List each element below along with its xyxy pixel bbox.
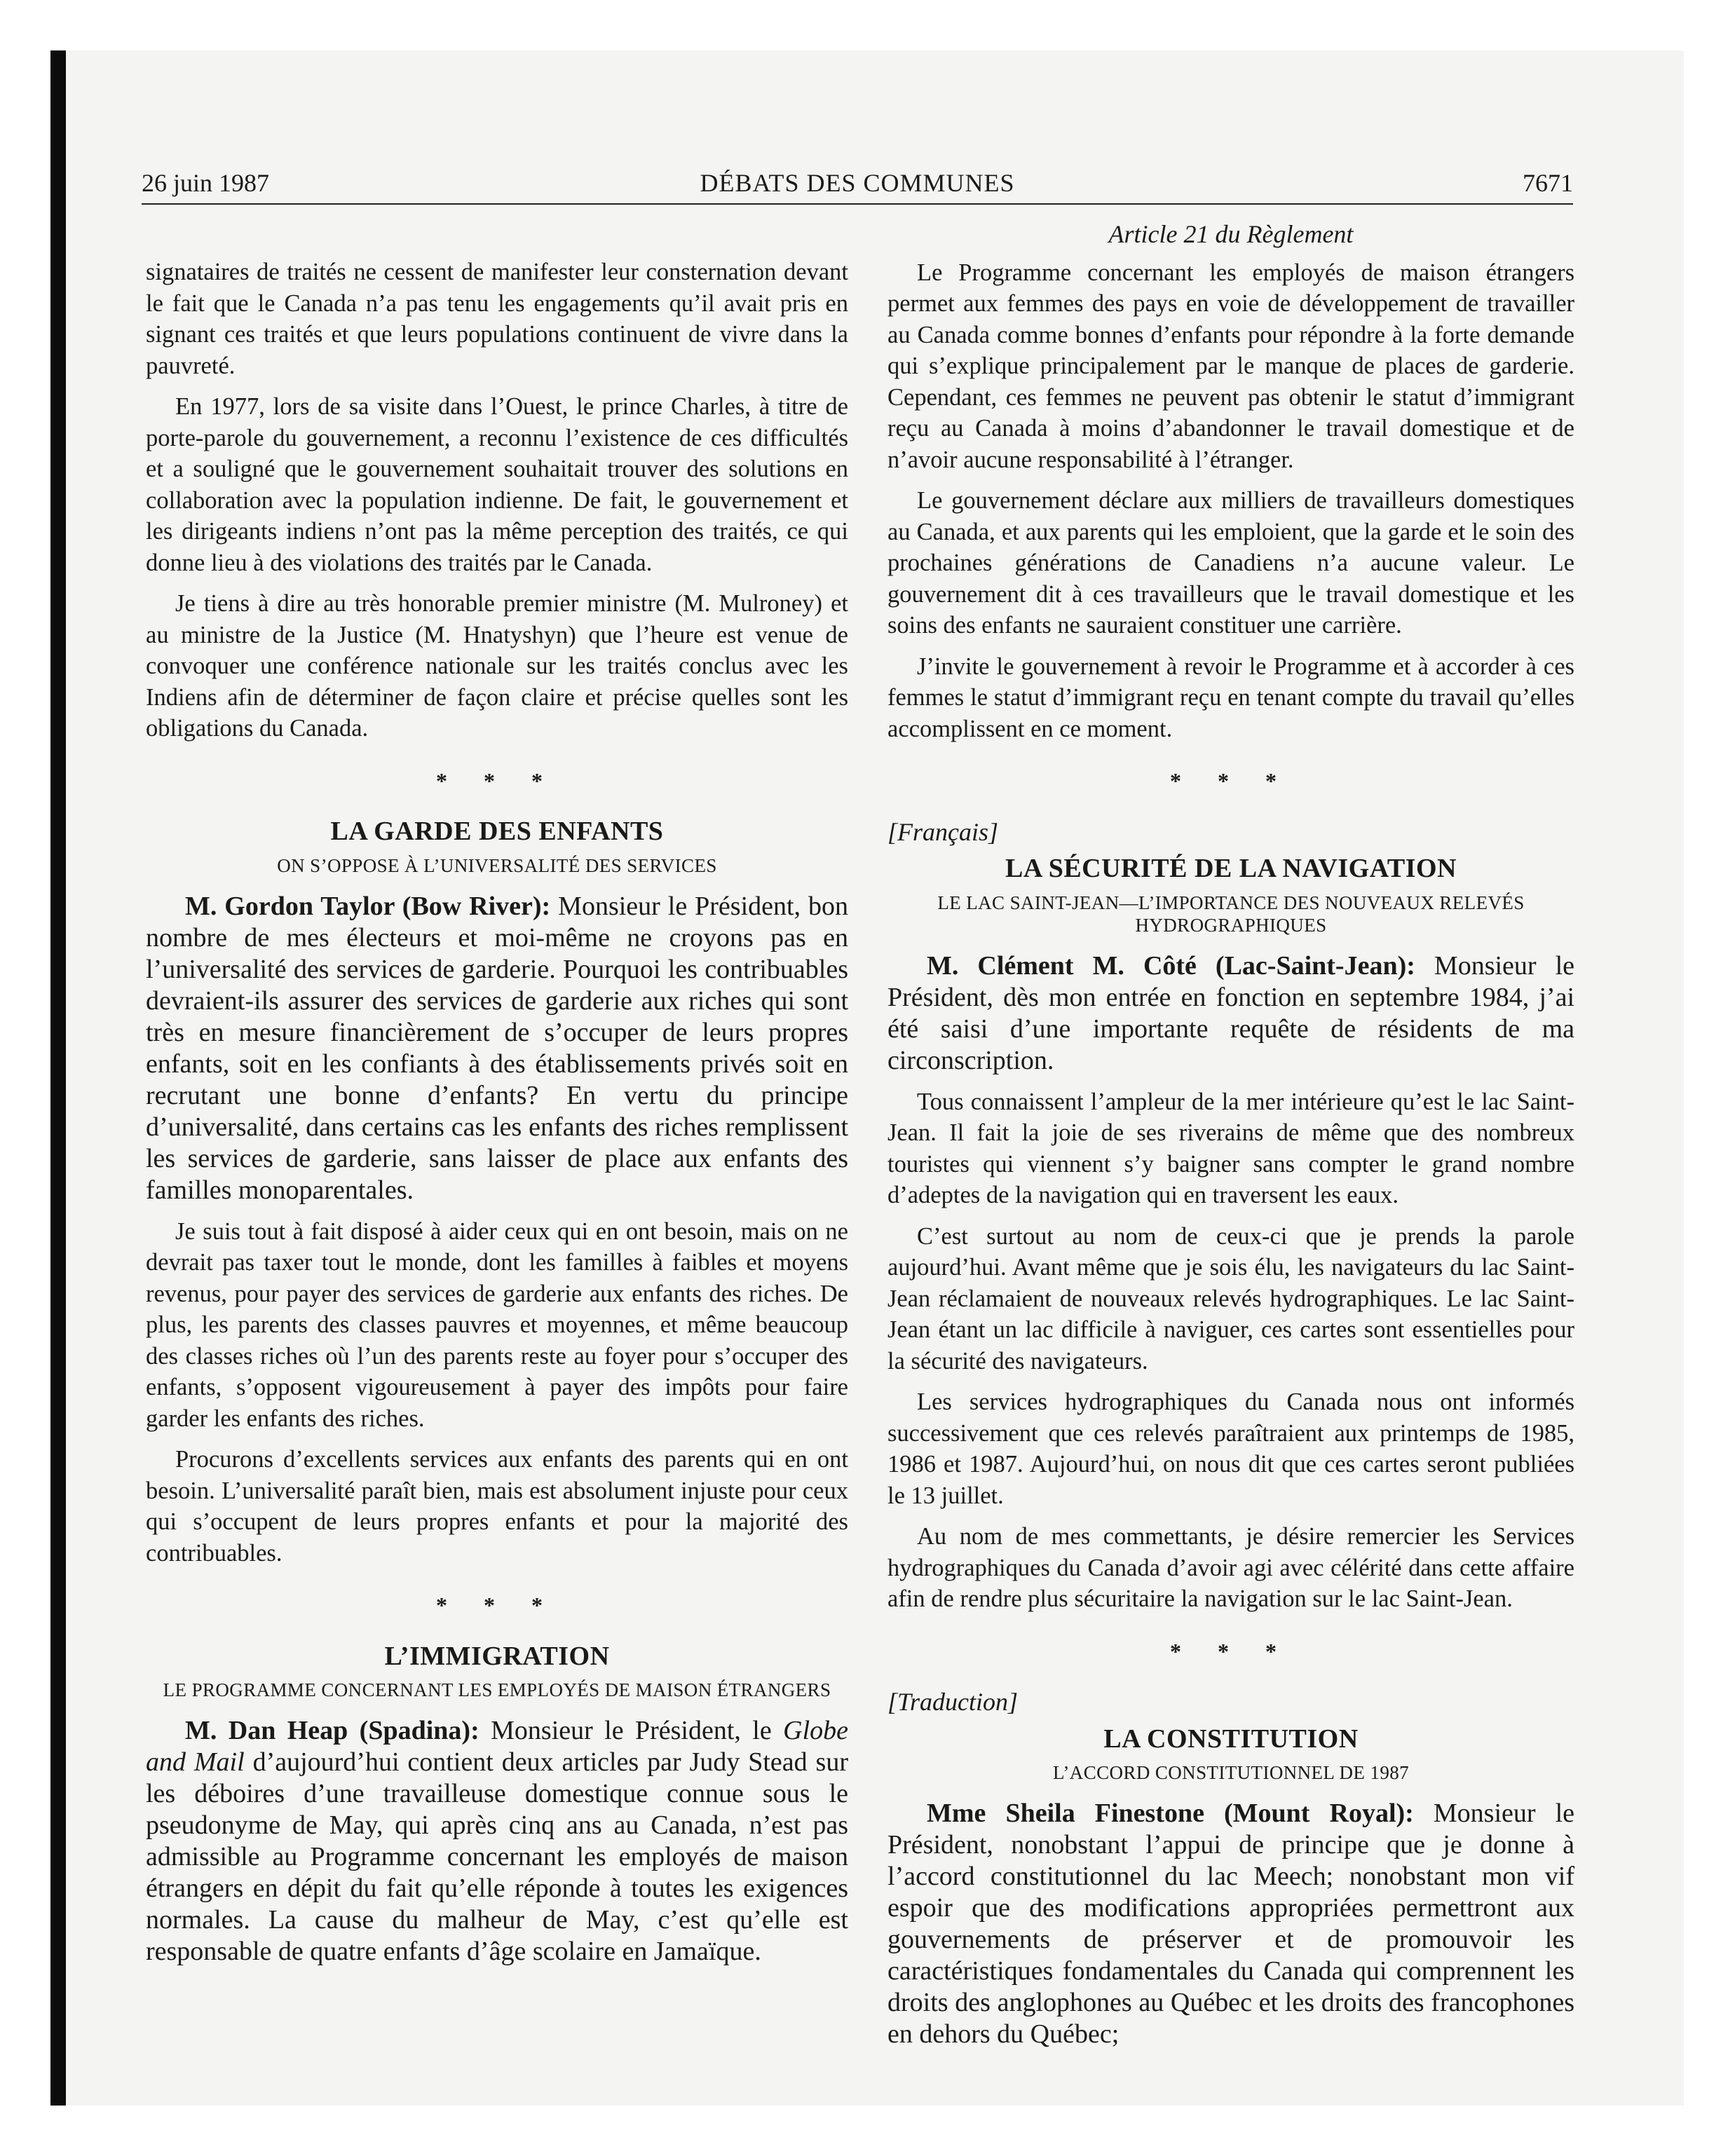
header-rule <box>142 203 1573 205</box>
scan-edge <box>50 50 66 2106</box>
speaker-cote: M. Clément M. Côté (Lac-Saint-Jean): <box>927 950 1415 981</box>
speech-heap-text-a: Monsieur le Président, le <box>491 1716 772 1745</box>
speech-finestone <box>887 1798 1574 2050</box>
speech-finestone-text: Monsieur le Président, nonobstant l’appui de principe que je donne à l’accord constitutionnel du lac Meech; nonobstant mon vif espoir que des modifications appropriées permettront aux gouvernements de préserver et de promouvoir les caractéristiques fondamentales du Canada qui comprennent les droits des anglophones au Québec et les droits des francophones en dehors du Québec; <box>887 1799 1575 2049</box>
speech-cote-text: Monsieur le Président, dès mon entrée en fonction en septembre 1984, j’ai été saisi d’une importante requête de résidents de ma circonscription. <box>887 950 1574 1075</box>
right-paragraph-3: J’invite le gouvernement à revoir le Programme et à accorder à ces femmes le statut d’immigrant reçu en tenant compte du travail qu’elles accomplissent en ce moment. <box>887 653 1574 742</box>
speech-heap <box>146 1715 848 1967</box>
speaker-taylor: M. Gordon Taylor (Bow River): <box>185 891 551 921</box>
speech-cote-paragraph-2: Tous connaissent l’ampleur de la mer intérieure qu’est le lac Saint-Jean. Il fait la joie de ses riverains de même que des nombreux touristes qui viennent s’y baigner sans compter le grand nombre d’adeptes de la navigation qui en traversent les eaux. <box>887 1088 1574 1208</box>
speaker-finestone: Mme Sheila Finestone (Mount Royal): <box>927 1799 1414 1828</box>
language-tag-traduction: [Traduction] <box>887 1688 1019 1716</box>
section-separator: * * * <box>1170 768 1292 793</box>
left-paragraph-2: En 1977, lors de sa visite dans l’Ouest, le prince Charles, à titre de porte-parole du gouvernement, a reconnu l’existence de ces difficultés et a souligné que le gouvernement souhaitait trouver des solutions en collaboration avec la population indienne. De fait, le gouvernement et les dirigeants indiens n’ont pas la même perception des traités, ce qui donne lieu à des violations des traités par le Canada. <box>146 393 848 576</box>
speech-cote <box>887 950 1574 1077</box>
header-date: 26 juin 1987 <box>142 169 270 197</box>
speech-taylor-paragraph-2: Je suis tout à fait disposé à aider ceux qui en ont besoin, mais on ne devrait pas taxer tout le monde, dont les familles à faibles et moyens revenus, pour payer des services de garderie aux enfants des riches. De plus, les parents des classes pauvres et moyennes, et même beaucoup des classes riches où l’un des parents reste au foyer pour s’occuper des enfants, s’opposent vigoureusement à payer des impôts pour faire garder les enfants des riches. <box>146 1217 848 1432</box>
header-title: DÉBATS DES COMMUNES <box>700 169 1015 197</box>
right-paragraph-1: Le Programme concernant les employés de maison étrangers permet aux femmes des pays en voie de développement de travailler au Canada comme bonnes d’enfants pour répondre à la forte demande qui s’explique principalement par le manque de places de garderie. Cependant, ces femmes ne peuvent pas obtenir le statut d’immigrant reçu au Canada à moins d’abandonner le travail domestique et de n’avoir aucune responsabilité à l’étranger. <box>887 259 1574 473</box>
left-column <box>146 257 848 1977</box>
speech-cote-paragraph-4: Les services hydrographiques du Canada nous ont informés successivement que ces relevés paraîtraient aux printemps de 1985, 1986 et 1987. Aujourd’hui, on nous dit que ces cartes seront publiées le 13 juillet. <box>887 1389 1574 1509</box>
left-paragraph-3: Je tiens à dire au très honorable premier ministre (M. Mulroney) et au ministre de la Justice (M. Hnatyshyn) que l’heure est venue de convoquer une conférence nationale sur les traités conclus avec les Indiens afin de déterminer de façon claire et précise quelles sont les obligations du Canada. <box>146 590 848 742</box>
language-tag-francais: [Français] <box>887 817 999 846</box>
speech-heap-text-b: d’aujourd’hui contient deux articles par Judy Stead sur les déboires d’une travailleuse domestique connue sous le pseudonyme de May, qui après cinq ans au Canada, n’est pas admissible au Programme concernant les employés de maison étrangers en dépit du fait qu’elle réponde à toutes les exigences normales. La cause du malheur de May, c’est qu’elle est responsable de quatre enfants d’âge scolaire en Jamaïque. <box>146 1747 848 1966</box>
speaker-heap: M. Dan Heap (Spadina): <box>185 1716 479 1745</box>
rubric-article-21: Article 21 du Règlement <box>1108 220 1354 248</box>
section-subtitle-garde: ON S’OPPOSE À L’UNIVERSALITÉ DES SERVICES <box>277 854 717 876</box>
page-number: 7671 <box>1523 169 1573 197</box>
section-separator: * * * <box>1170 1638 1292 1664</box>
right-paragraph-2: Le gouvernement déclare aux milliers de travailleurs domestiques au Canada, et aux parents qui les emploient, que la garde et le soin des prochaines générations de Canadiens n’a aucune valeur. Le gouvernement dit à ces travailleurs que le travail domestique et les soins des enfants ne sauraient constituer une carrière. <box>887 487 1574 639</box>
speech-taylor-text: Monsieur le Président, bon nombre de mes électeurs et moi-même ne croyons pas en l’universalité des services de garderie. Pourquoi les contribuables devraient-ils assurer des services de garderie aux riches qui sont très en mesure financièrement de s’occuper de leurs propres enfants, soit en les confiants à des établissements privés soit en recrutant une bonne d’enfants? En vertu du principe d’universalité, dans certains cas les enfants des riches remplissent les services de garderie, sans laisser de place aux enfants des familles monoparentales. <box>146 891 848 1205</box>
section-title-navigation: LA SÉCURITÉ DE LA NAVIGATION <box>1005 854 1457 883</box>
speech-taylor <box>146 891 848 1206</box>
section-subtitle-immigration: LE PROGRAMME CONCERNANT LES EMPLOYÉS DE MAISON ÉTRANGERS <box>163 1679 831 1700</box>
left-paragraph-1: signataires de traités ne cessent de manifester leur consternation devant le fait que le Canada n’a pas tenu les engagements qu’il avait pris en signant ces traités et que leurs populations continuent de vivre dans la pauvreté. <box>146 259 848 379</box>
right-column <box>887 219 1574 2060</box>
speech-cote-paragraph-3: C’est surtout au nom de ceux-ci que je prends la parole aujourd’hui. Avant même que je sois élu, les navigateurs du lac Saint-Jean réclamaient de nouveaux relevés hydrographiques. Le lac Saint-Jean étant un lac difficile à naviguer, ces cartes sont essentielles pour la sécurité des navigateurs. <box>887 1222 1574 1374</box>
section-subtitle-constitution: L’ACCORD CONSTITUTIONNEL DE 1987 <box>1052 1762 1410 1783</box>
newspaper-title: Globe and Mail <box>146 1716 848 1777</box>
section-subtitle-navigation: LE LAC SAINT-JEAN—L’IMPORTANCE DES NOUVEAUX RELEVÉS HYDROGRAPHIQUES <box>937 892 1525 936</box>
speech-taylor-paragraph-3: Procurons d’excellents services aux enfants des parents qui en ont besoin. L’universalité paraît bien, mais est absolument injuste pour ceux qui s’occupent de leurs propres enfants et pour la majorité des contribuables. <box>146 1446 848 1567</box>
speech-cote-paragraph-5: Au nom de mes commettants, je désire remercier les Services hydrographiques du Canada d’avoir agi avec célérité dans cette affaire afin de rendre plus sécuritaire la navigation sur le lac Saint-Jean. <box>887 1523 1574 1612</box>
running-head <box>142 168 1573 205</box>
section-title-garde: LA GARDE DES ENFANTS <box>330 817 664 846</box>
section-separator: * * * <box>436 1592 558 1618</box>
section-title-constitution: LA CONSTITUTION <box>1103 1724 1359 1754</box>
section-separator: * * * <box>436 767 558 793</box>
section-title-immigration: L’IMMIGRATION <box>384 1641 610 1671</box>
